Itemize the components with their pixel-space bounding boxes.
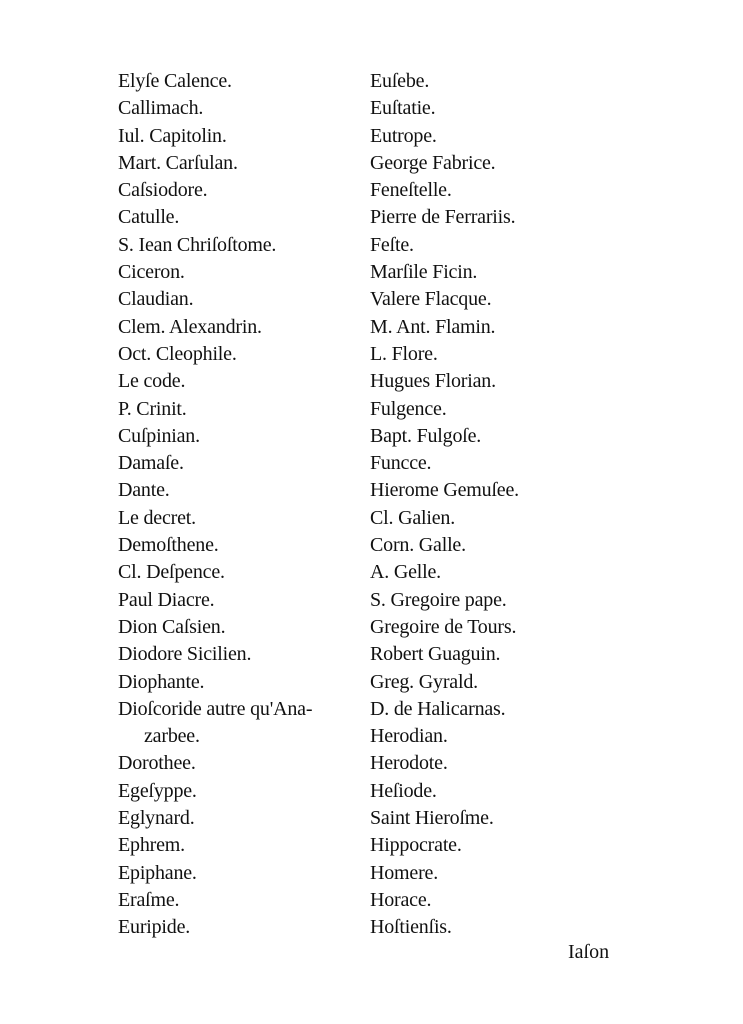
- name-entry: Catulle.: [118, 206, 180, 229]
- name-entry: Claudian.: [118, 288, 194, 311]
- left-name-column: [118, 68, 368, 942]
- name-entry: M. Ant. Flamin.: [370, 315, 496, 338]
- name-entry: Cl. Galien.: [370, 506, 456, 529]
- name-entry: Diophante.: [118, 670, 205, 693]
- name-entry: L. Flore.: [370, 342, 438, 365]
- name-entry: Marſile Ficin.: [370, 261, 478, 284]
- name-entry: Hierome Gemuſee.: [370, 479, 519, 502]
- name-entry: Saint Hieroſme.: [370, 807, 494, 830]
- name-entry: Clem. Alexandrin.: [118, 315, 262, 338]
- name-entry: Bapt. Fulgoſe.: [370, 424, 482, 447]
- name-entry: Diodore Sicilien.: [118, 643, 252, 666]
- name-entry: Demoſthene.: [118, 534, 219, 557]
- name-entry: George Fabrice.: [370, 151, 496, 174]
- name-entry: Greg. Gyrald.: [370, 670, 478, 693]
- right-name-column: [370, 68, 640, 942]
- name-entry: Feneſtelle.: [370, 179, 452, 202]
- catchword: Iaſon: [568, 941, 610, 963]
- name-entry: Callimach.: [118, 97, 204, 120]
- name-entry: Gregoire de Tours.: [370, 615, 517, 638]
- name-entry: Cl. Deſpence.: [118, 561, 225, 584]
- name-entry: Le code.: [118, 370, 186, 393]
- name-entry: Dion Caſsien.: [118, 615, 226, 638]
- name-entry: Caſsiodore.: [118, 179, 208, 202]
- name-entry: Cuſpinian.: [118, 424, 200, 447]
- name-entry: Eutrope.: [370, 124, 437, 147]
- name-entry: P. Crinit.: [118, 397, 187, 420]
- name-entry: Euſebe.: [370, 70, 430, 92]
- name-entry: Hoſtienſis.: [370, 916, 452, 939]
- name-entry: Ephrem.: [118, 834, 185, 857]
- name-entry: Homere.: [370, 861, 439, 884]
- name-entry: Herodote.: [370, 752, 448, 775]
- name-entry: A. Gelle.: [370, 561, 441, 584]
- name-entry: Paul Diacre.: [118, 588, 215, 611]
- name-entry: Robert Guaguin.: [370, 643, 501, 666]
- name-entry: Corn. Galle.: [370, 534, 466, 557]
- name-entry-continuation: zarbee.: [144, 725, 200, 748]
- name-entry: Dioſcoride autre qu'Ana-: [118, 697, 313, 720]
- name-entry: Dante.: [118, 479, 170, 502]
- name-entry: Euripide.: [118, 916, 191, 939]
- name-entry: Fulgence.: [370, 397, 447, 420]
- name-entry: Herodian.: [370, 725, 448, 748]
- name-entry: Iul. Capitolin.: [118, 124, 227, 147]
- name-entry: Dorothee.: [118, 752, 196, 775]
- name-entry: Valere Flacque.: [370, 288, 492, 311]
- name-entry: Hippocrate.: [370, 834, 462, 857]
- name-entry: Feſte.: [370, 233, 414, 256]
- name-entry: S. Gregoire pape.: [370, 588, 507, 611]
- name-entry: Epiphane.: [118, 861, 197, 884]
- name-entry: Eraſme.: [118, 888, 180, 911]
- name-entry: Euſtatie.: [370, 97, 436, 120]
- name-entry: Pierre de Ferrariis.: [370, 206, 516, 229]
- name-entry: Oct. Cleophile.: [118, 342, 237, 365]
- name-entry: Elyſe Calence.: [118, 70, 232, 92]
- name-entry: Horace.: [370, 888, 432, 911]
- name-entry: Heſiode.: [370, 779, 437, 802]
- name-entry: D. de Halicarnas.: [370, 697, 506, 720]
- name-entry: Eglynard.: [118, 807, 195, 830]
- name-entry: Le decret.: [118, 506, 196, 529]
- name-entry: Hugues Florian.: [370, 370, 496, 393]
- name-entry: Damaſe.: [118, 452, 184, 475]
- name-entry: Egeſyppe.: [118, 779, 197, 802]
- name-entry: Funcce.: [370, 452, 432, 475]
- name-entry: Mart. Carſulan.: [118, 151, 238, 174]
- name-entry: S. Iean Chriſoſtome.: [118, 233, 277, 256]
- name-entry: Ciceron.: [118, 261, 185, 284]
